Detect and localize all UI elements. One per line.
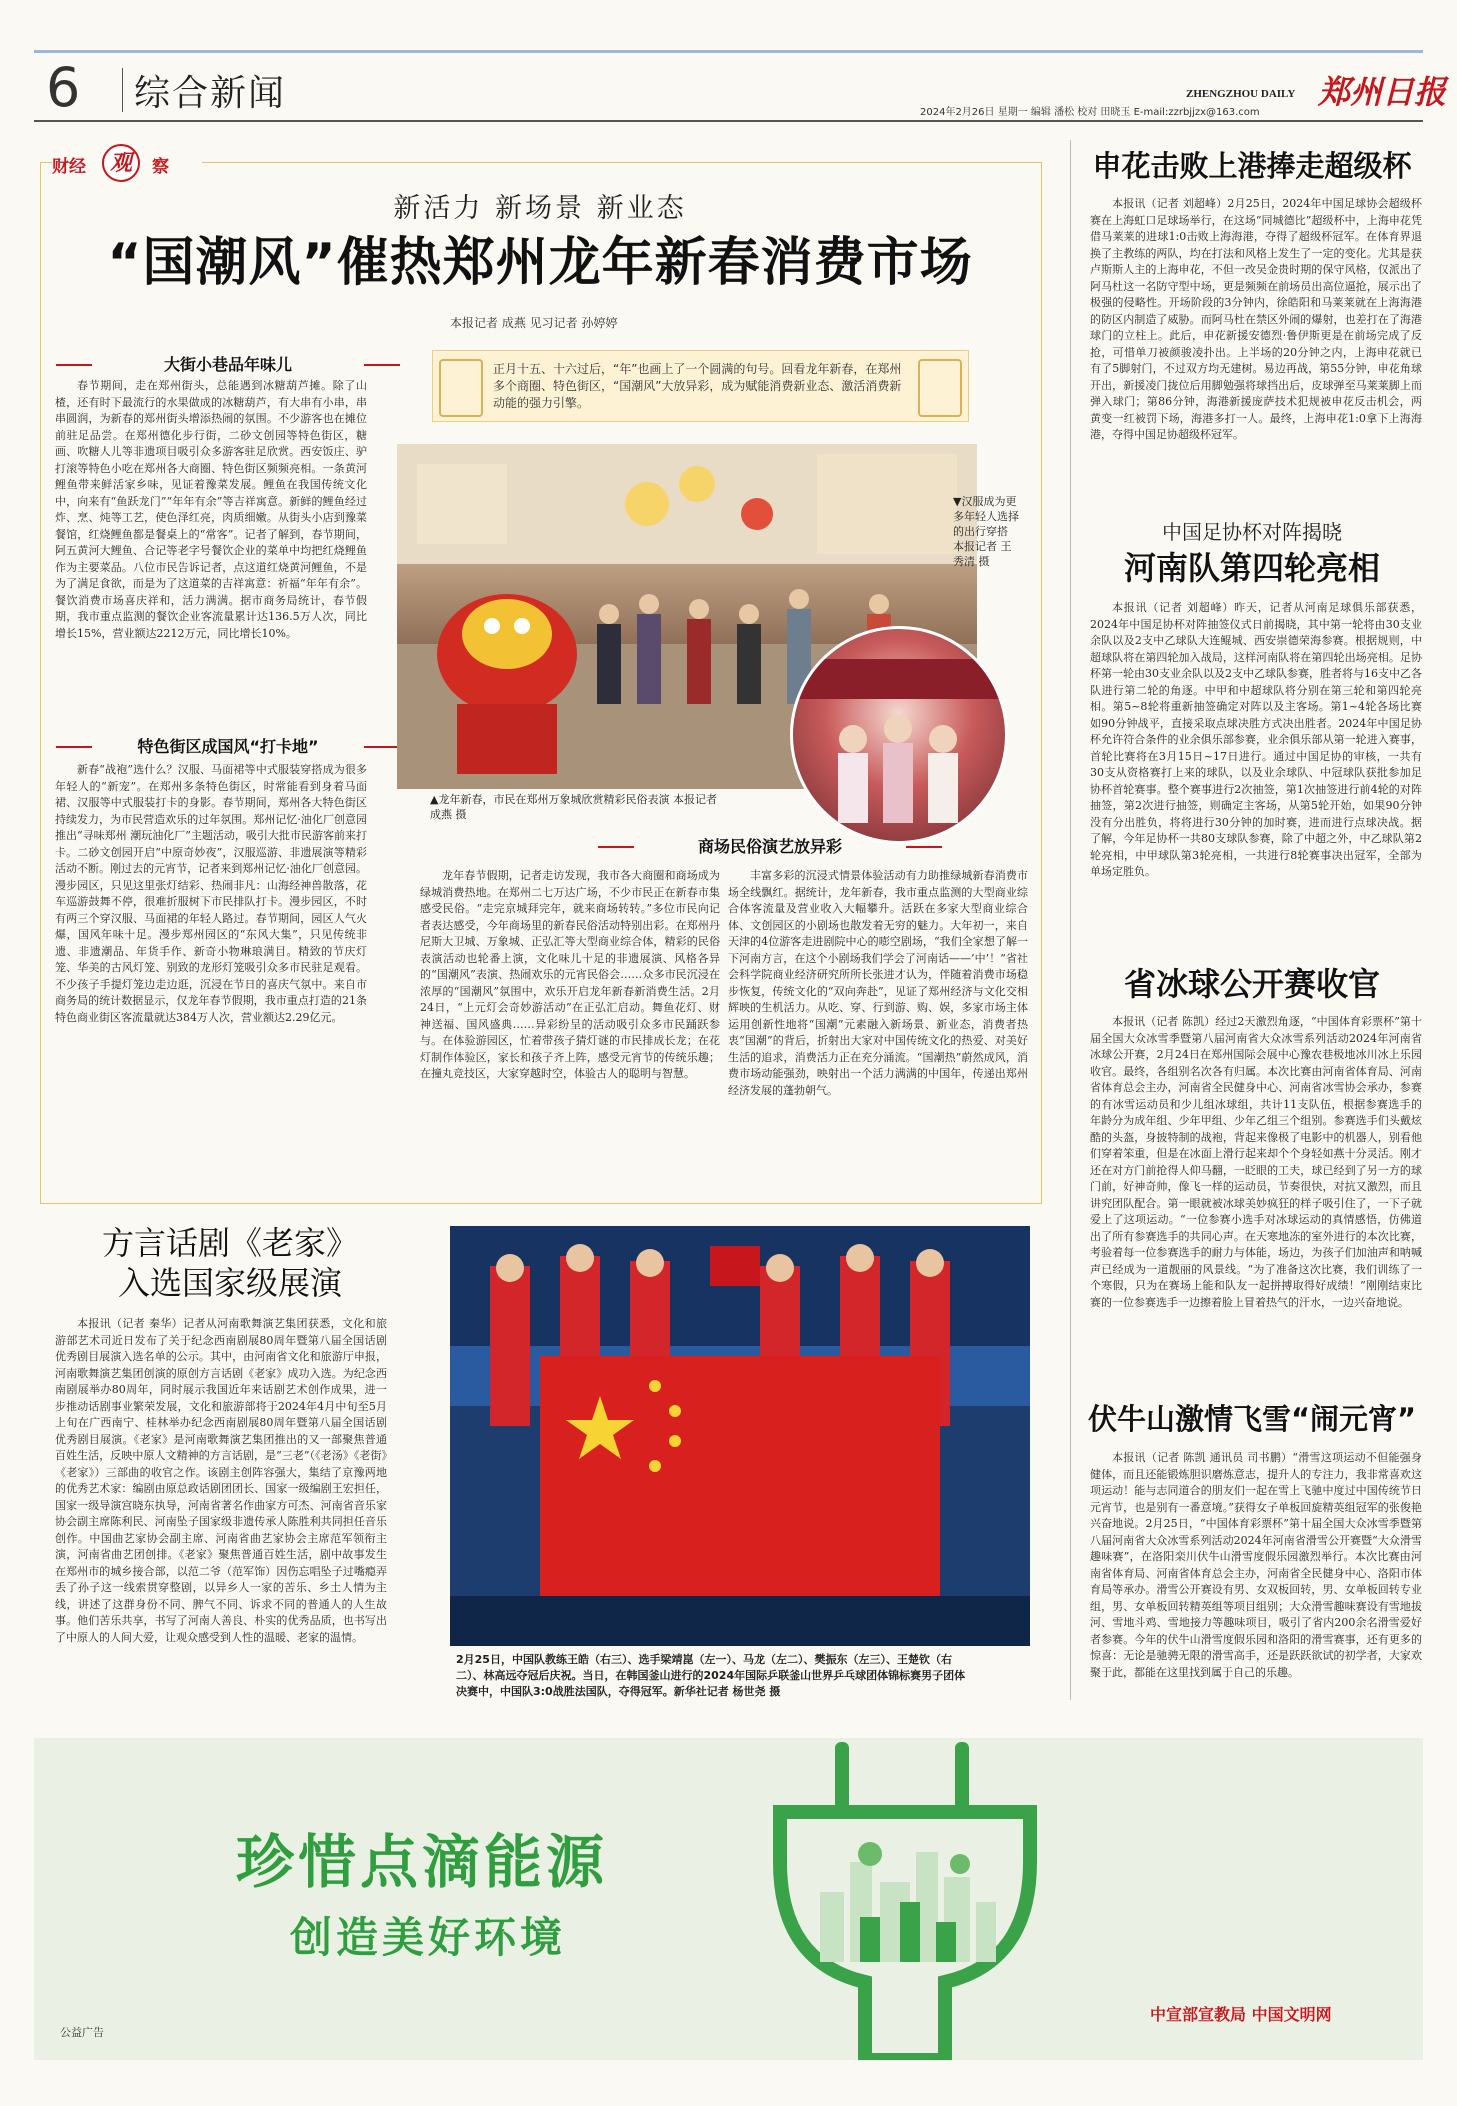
story2-text: 本报讯（记者 刘超峰）昨天，记者从河南足球俱乐部获悉，2024年中国足协杯对阵抽签仪式日前揭晓，其中第一轮将由30支业余队以及2支中乙球队大连鲲城、西安崇德荣海参赛。根据规则，中超球队将在第四轮加入战局，这样河南队将在第四轮出场亮相。足协杯第一轮由30支业余队以及2支中乙球队参赛，胜者将与16支中乙各队进行第二轮的角逐。中甲和中超球队将分别在第三轮和第四轮亮相。第5~8轮将重新抽签确定对阵以及主客场。第1~4轮各场比赛如90分钟战平，直接采取点球决胜方式决出胜者。2024年中国足协杯允许符合条件的业余俱乐部参赛，业余俱乐部从第一轮进入赛事，首轮比赛将在3月15日~17日进行。通过中国足协的审核，一共有30支从资格赛打上来的球队，以及业余球队、中冠球队获批参加足协杯首轮赛事。整个赛事进行2次抽签，第1次抽签进行前4轮的对阵抽签，第2次进行抽签，则确定主客场，从第5轮开始，如果90分钟没有分出胜负，将将进行30分钟的加时赛，进而进行点球决战。据了解，今年足协杯一共80支球队参赛，除了中超之外，中乙球队第2轮亮相，中甲球队第3轮亮相，一共进行8轮赛事决出冠军，全部为单场定胜负。 bbox=[1090, 601, 1422, 878]
lead-text: 正月十五、十六过后，“年”也画上了一个圆满的句号。回看龙年新春，在郑州多个商圈、特色街区，“国潮风”大放异彩，成为赋能消费新业态、激活消费新动能的强力引擎。 bbox=[493, 362, 902, 410]
feature-col2-text: 龙年春节假期，记者走访发现，我市各大商圈和商场成为绿城消费热地。在郑州二七万达广场，不少市民正在新春市集感受民俗。“走完京城拜完年，就来商场转转。”多位市民向记者表达感受，今年商场里的新春民俗活动特别出彩。在郑州丹尼斯大卫城、万象城、正弘汇等大型商业综合体，精彩的民俗表演活动也轮番上演，文化味儿十足的非遗展演、风格各异的“国潮风”表演、热闹欢乐的元宵民俗会……众多市民沉浸在浓厚的“国潮风”氛围中，欢乐开启龙年新春新消费生活。2月24日，“上元灯会奇妙游活动”在正弘汇启动。舞鱼花灯、财神送福、国风盛典……异彩纷呈的活动吸引众多市民踊跃参与。在体验游园区，忙着带孩子猜灯谜的市民排成长龙；在花灯制作体验区，家长和孩子齐上阵，感受元宵节的传统乐趣；在撞丸竞技区，大家穿越时空，体验古人的聪明与智慧。 bbox=[420, 869, 720, 1080]
column-tag-circle bbox=[102, 144, 140, 182]
date-line: 2024年2月26日 星期一 编辑 潘松 校对 田晓玉 E-mail:zzrbjjzx@163.com bbox=[920, 107, 1260, 118]
masthead-rule bbox=[34, 120, 1423, 122]
page-number: 6 bbox=[46, 56, 81, 119]
column-tag bbox=[52, 144, 202, 182]
column-tag-left: 财经 bbox=[52, 157, 86, 177]
hanfu-illustration bbox=[793, 629, 1005, 841]
story2-title: 河南队第四轮亮相 bbox=[1123, 549, 1380, 587]
page-number-divider bbox=[122, 68, 123, 112]
ad-headline-2: 创造美好环境 bbox=[290, 1913, 567, 1962]
subhead-2: 特色街区成国风“打卡地” bbox=[58, 734, 398, 757]
feature-kicker: 新活力 新场景 新业态 bbox=[393, 193, 687, 224]
lead-ornament-right bbox=[918, 359, 962, 417]
lead-box bbox=[432, 350, 969, 422]
story2-kicker: 中国足协杯对阵揭晓 bbox=[1162, 520, 1342, 544]
story3-title: 省冰球公开赛收官 bbox=[1123, 965, 1380, 1003]
section-title: 综合新闻 bbox=[134, 73, 287, 114]
story4-text: 本报讯（记者 陈凯 通讯员 司书鹏）“滑雪这项运动不但能强身健体，而且还能锻炼胆识磨炼意志，提升人的专注力，我非常喜欢这项运动！能与志同道合的朋友们一起在雪上飞驰中度过中国传统节日元宵节，也是别有一番意境。”获得女子单板回旋精英组冠军的张俊艳兴奋地说。2月25日，“中国体育彩票杯”第十届全国大众冰雪季暨第八届河南省大众冰雪系列活动2024年河南省滑雪公开赛暨“大众滑雪趣味赛”，在洛阳栾川伏牛山滑雪度假乐园激烈举行。本次比赛由河南省体育局、河南省体育总会主办，河南省全民健身中心、洛阳市体育局等承办。滑雪公开赛设有男、女双板回转，男、女单板回转专业组，男、女单板回转精英组等项目组别；大众滑雪趣味赛设有雪地拔河、雪地斗鸡、雪地接力等趣味项目，吸引了省内200余名滑雪爱好者参赛。今年的伏牛山滑雪度假乐园和洛阳的滑雪赛事，还有更多的惊喜：无论是驰骋无限的滑雪高手，还是跃跃欲试的初学者，大家欢聚于此，都能在这里找到属于自己的乐趣。 bbox=[1090, 1451, 1422, 1679]
subhead-3: 商场民俗演艺放异彩 bbox=[600, 834, 940, 857]
table-tennis-photo bbox=[450, 1226, 1030, 1646]
paper-logo: 郑州日报 bbox=[1318, 73, 1447, 111]
story3-text: 本报讯（记者 陈凯）经过2天激烈角逐，“中国体育彩票杯”第十届全国大众冰雪季暨第八届河南省大众冰雪系列活动2024年河南省冰球公开赛，2月24日在郑州国际会展中心豫农巷极地冰川冰上乐园收官。最终，各组别名次各有归属。本次比赛由河南省体育局、河南省体育总会主办，河南省全民健身中心、河南省冰雪协会承办，参赛的有冰雪运动员和少儿组冰球组，共计11支队伍，根据参赛选手的年龄分为成年组、少年甲组、少年乙组三个组别。参赛选手们头戴炫酷的头盔，身披特制的战袍，背起来像极了电影中的机器人，别看他们穿着笨重，但是在冰面上滑行起来却个个身轻如燕十分灵活。刚才还在对方门前抢得人仰马翻，一眨眼的工夫，球已经到了另一方的球门前，好神奇帅，像飞一样的运动员，节奏很快，对抗又激烈，而且讲究团队配合。第一眼就被冰球美妙疯狂的样子吸引住了，一下子就爱上了这项运动。“一位参赛小选手对冰球运动的真情感悟，仿佛道出了所有参赛选手的共同心声。在天寒地冻的室外进行的本次比赛，考验着每一位参赛选手的耐力与体能，场边，为孩子们加油声和呐喊声已经成为一道靓丽的风景线。“为了准备这次比赛，我们训练了一个寒假，只为在赛场上能和队友一起拼搏取得好成绩！”刚刚结束比赛的一位参赛选手一边擦着脸上冒着热气的汗水，一边兴奋地说。 bbox=[1090, 1015, 1422, 1309]
right-col-divider bbox=[1070, 140, 1071, 1700]
ad-sponsor: 中宣部宣教局 中国文明网 bbox=[1150, 2005, 1332, 2024]
lead-ornament-left bbox=[439, 359, 483, 417]
top-rule bbox=[34, 50, 1423, 53]
paper-name-en: ZHENGZHOU DAILY bbox=[1186, 88, 1296, 100]
feature-byline: 本报记者 成燕 见习记者 孙婷婷 bbox=[450, 316, 618, 330]
feature-col3-text: 丰富多彩的沉浸式情景体验活动有力助推绿城新春消费市场全线飘红。据统计，龙年新春，我市重点监测的大型商业综合体客流量及营业收入大幅攀升。活跃在多家大型商业综合体、文创园区的小剧场也散发着无穷的魅力。大年初一，来自天津的4位游客走进剧院中心的嘭空剧场，“我们全家想了解一下河南方言，在这个小剧场我们学会了河南话——‘中’！”省社会科学院商业经济研究所所长张进才认为，伴随着消费市场稳步恢复，传统文化的“双向奔赴”，见证了郑州经济与文化交相辉映的生机活力。从吃、穿、行到游、购、娱，多家市场主体运用创新性地将“国潮”元素融入新场景、新业态，消费者热衷“国潮”的背后，折射出大家对中国传统文化的热爱、对美好生活的追求，消费活力正在充分涌流。“国潮热”蔚然成风，消费市场动能强劲，映射出一个活力满满的中国年，传递出郑州经济发展的蓬勃朝气。 bbox=[728, 869, 1028, 1097]
drama-title-2: 入选国家级展演 bbox=[117, 1264, 342, 1302]
column-tag-mid: 观 bbox=[109, 150, 132, 176]
feature-col1b-text: 新春“战袍”选什么？汉服、马面裙等中式服装穿搭成为很多年轻人的“新宠”。在郑州多条特色街区，时常能看到身着马面裙、汉服等中式服装打卡的身影。春节期间，郑州各大特色街区持续发力，为市民营造欢乐的过年氛围。郑州记忆·油化厂创意园推出“寻味郑州 潮玩油化厂”主题活动，吸引大批市民游客前来打卡。二砂文创园开启“中原奇妙夜”，汉服巡游、非遗展演等精彩活动不断。刚过去的元宵节，记者来到郑州记忆·油化厂创意园。漫步园区，只见这里张灯结彩、热闹非凡：山海经神兽散落，花车巡游鼓舞不停，很难折服树下市民排队打卡。漫步园区，不时有两三个穿汉服、马面裙的年轻人路过。春节期间，园区人气火爆，国风年味十足。漫步郑州园区的“东风大集”，只见传统非遗、非遗潮品、年货手作、新奇小物琳琅满目。精致的节庆灯笼、华美的古风灯笼、别致的龙形灯笼吸引众多市民驻足观看。不少孩子手提灯笼边走边逛，沉浸在节日的喜庆气氛中。来自市商务局的统计数据显示，仅龙年春节假期，我市重点打造的21条特色商业街区客流量就达384万人次，营业额达2.29亿元。 bbox=[55, 763, 367, 1024]
feature-col1-text: 春节期间，走在郑州街头，总能遇到冰糖葫芦摊。除了山楂，还有时下最流行的水果做成的冰糖葫芦，有大串有小串，串串圆润，为新春的郑州街头增添热闹的氛围。不少游客也在摊位前驻足品尝。在郑州德化步行街，二砂文创园等特色街区，糖画、吹糖人儿等非遗项目吸引众多游客驻足欣赏。西安饭庄、驴打滚等特色小吃在郑州各大商圈、特色街区频频亮相。一条黄河鲤鱼带来鲜活家乡味，见证着豫菜发展。鲤鱼在我国传统文化中，向来有“鱼跃龙门”“年年有余”等吉祥寓意。新鲜的鲤鱼经过炸、烹、炖等工艺，使色泽红亮，肉质细嫩。从街头小店到豫菜餐馆，红烧鲤鱼都是餐桌上的“常客”。记者了解到，春节期间，阿五黄河大鲤鱼、合记等老字号餐饮企业的菜单中均把红烧鲤鱼作为主要菜品。八位市民告诉记者，点这道红烧黄河鲤鱼，不是为了满足食欲，而是为了这道菜的吉祥寓意：祈福“年年有余”。餐饮消费市场喜庆祥和，活力满满。据市商务局统计，春节假期，我市重点监测的餐饮企业客流量累计达136.5万人次，同比增长15%，营业额达2212万元，同比增长10%。 bbox=[55, 379, 367, 640]
drama-title-1: 方言话剧《老家》 bbox=[101, 1224, 358, 1262]
photo1-caption: ▲龙年新春，市民在郑州万象城欣赏精彩民俗表演 本报记者 成燕 摄 bbox=[430, 793, 717, 821]
plug-graphic bbox=[740, 1742, 1070, 2060]
ad-label: 公益广告 bbox=[60, 2026, 104, 2039]
story1-text: 本报讯（记者 刘超峰）2月25日，2024年中国足球协会超级杯赛在上海虹口足球场举行，在这场“同城德比”超级杯中，上海申花凭借马莱莱的进球1:0击败上海海港，夺得了超级杯冠军。在体育界退换了主教练的两队，均在打法和风格上发生了一定的变化。尤其是获卢斯斯人主的上海申花，不但一改吴金贵时期的保守风格，仅派出了阿马杜这一名防守型中场，更是频频在前场员出高位逼抢，展示出了极强的侵略性。开场阶段的3分钟内，徐皓阳和马莱莱就在上海海港的防区内制造了威胁。而阿马杜在禁区外闹的爆射，也差打在了海港球门的立柱上。此后，申花新援安德烈·鲁伊斯更是在前场完成了反抢，可惜单刀被颜骏凌扑出。上半场的20分钟之内，上海申花就已有了5脚射门，不过双方均无建树。易边再战，第55分钟，申花角球开出，新援凌门拢位后用脚勉强将球挡出后，皮球弹至马莱莱脚上而弹入球门；第86分钟，海港新援庞萨技术犯规被申花反击机会，两黄变一红被罚下场，海港多打一人。最终，上海申花1:0拿下上海海港，夺得中国足协超级杯冠军。 bbox=[1090, 197, 1422, 441]
story4-title: 伏牛山激情飞雪“闹元宵” bbox=[1087, 1402, 1417, 1436]
feature-headline: “国潮风”催热郑州龙年新春消费市场 bbox=[107, 233, 973, 293]
subhead-1: 大街小巷品年味儿 bbox=[58, 352, 398, 375]
ad-headline-1: 珍惜点滴能源 bbox=[236, 1828, 609, 1896]
plug-icon bbox=[740, 1742, 1070, 2060]
table-tennis-caption: 2月25日，中国队教练王皓（右三）、选手梁靖崑（左一）、马龙（左二）、樊振东（左三）、王楚钦（右二）、林高远夺冠后庆祝。当日，在韩国釜山进行的2024年国际乒联釜山世界乒乓球团体锦标赛男子团体决赛中，中国队3:0战胜法国队，夺得冠军。新华社记者 杨世尧 摄 bbox=[456, 1653, 966, 1698]
photo2-caption: ▼汉服成为更多年轻人选择的出行穿搭 本报记者 王秀清 摄 bbox=[953, 495, 1019, 568]
story1-title: 申花击败上港捧走超级杯 bbox=[1092, 149, 1412, 183]
drama-text: 本报讯（记者 秦华）记者从河南歌舞演艺集团获悉，文化和旅游部艺术司近日发布了关于纪念西南剧展80周年暨第八届全国话剧优秀剧目展演入选名单的公示。其中，由河南省文化和旅游厅申报，河南歌舞演艺集团创演的原创方言话剧《老家》成功入选。为纪念西南剧展举办80周年，同时展示我国近年来话剧艺术创作成果，进一步推动话剧事业繁荣发展，文化和旅游部将于2024年4月中旬至5月上旬在广西南宁、桂林举办纪念西南剧展80周年暨第八届全国话剧优秀剧目展演。《老家》是河南歌舞演艺集团推出的又一部聚焦普通百姓生活，反映中原人文精神的方言话剧，是“三老”（《老汤》《老街》《老家》）三部曲的收官之作。该剧主创阵容强大，集结了京豫两地的优秀艺术家：编剧由原总政话剧团团长、国家一级编剧王宏担任，国家一级导演宫晓东执导，河南省著名作曲家方可杰、河南省音乐家协会副主席陈利民、河南坠子国家级非遗传承人陈胜利共同担任音乐创作。中国曲艺家协会副主席、河南省曲艺家协会主席范军领衔主演，河南省曲艺团创排。《老家》聚焦普通百姓生活，剧中故事发生在郑州市的城乡接合部，以范二爷（范军饰）因伤忘唱坠子过嘴瘾弄丢了孙子这一线索贯穿整剧，以异乡人一家的苦乐、乡土人情为主线，讲述了这群身份不同、脾气不同、诉求不同的普通人的人生故事。他们苦乐共享，书写了河南人善良、朴实的优秀品质，也书写出了中原人的人间大爱，让观众感受到人性的温暖、老家的温情。 bbox=[55, 1317, 387, 1644]
table-tennis-illustration bbox=[450, 1226, 1030, 1646]
column-tag-right: 察 bbox=[152, 157, 169, 177]
hanfu-photo bbox=[790, 626, 1008, 844]
